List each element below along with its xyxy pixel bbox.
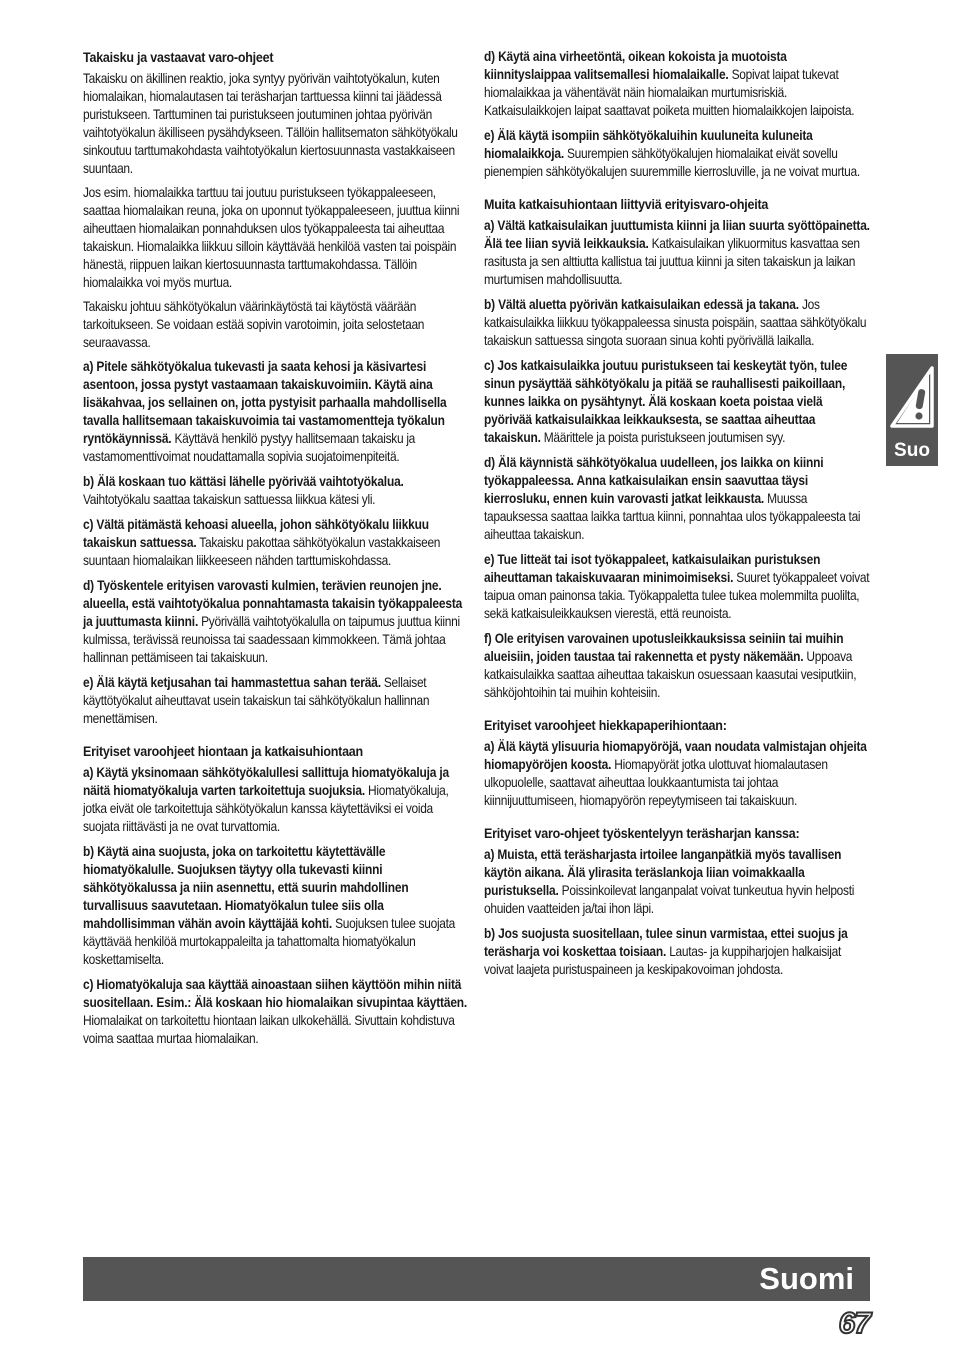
instruction-text: Jos katkaisulaikka liikkuu työkappaleessa sinusta poispäin, saattaa sähkötyökalu takaiskun sattuessa singota suoraan sinua kohti pyörivällä laikalla.: [484, 297, 867, 348]
instruction-text: Suojuksen tulee suojata käyttävää henkilöä murtokappaleilta ja tahattomalta hiomatyökalun koskettamiselta.: [83, 916, 456, 967]
language-side-tab: [886, 354, 938, 466]
instruction-c: [83, 976, 469, 1048]
instruction-bold: a) Muista, että teräsharjasta irtoilee langanpätkiä myös tavallisen käytön aikana. Älä ylirasita teräslankoja liian voimakkaalla puristuksella.: [484, 847, 842, 898]
instruction-bold: a) Pitele sähkötyökalua tukevasti ja saata kehosi ja käsivartesi asentoon, jossa pystyt vastaamaan takaiskuvoimiin. Käytä aina lisäkahvaa, jos sellainen on, jotta pystyisit parhaalla mahdollisella tavalla hallitsemaan takaiskuvoimia tai vastamomentteja työkalun ryntökäynnissä.: [83, 359, 447, 446]
instruction-bold: d) Työskentele erityisen varovasti kulmien, terävien reunojen jne. alueella, estä vaihtotyökalua ponnahtamasta takaisin työkappaleesta ja juuttumasta kiinni.: [83, 578, 463, 629]
instruction-bold: f) Ole erityisen varovainen upotusleikkauksissa seiniin tai muihin alueisiin, joiden taustaa tai rakennetta et pysty näkemään.: [484, 631, 844, 664]
instruction-text: Määrittele ja poista puristukseen joutumisen syy.: [540, 430, 786, 445]
instruction-bold: b) Käytä aina suojusta, joka on tarkoitettu käytettävälle hiomatyökalulle. Suojuksen täytyy olla tukevasti kiinni sähkötyökalussa ja niin asennettu, että suurin mahdollinen turvallisuus saavutetaan. Hiomatyökalun tulee siis olla mahdollisimman vähän avoin käyttäjää kohti.: [83, 844, 409, 931]
instruction-a: [83, 358, 469, 466]
instruction-c: [83, 516, 469, 570]
instruction-text: Suurempien sähkötyökalujen hiomalaikat eivät sovellu pienempien sähkötyökalujen suuremmille kierrosluville, ja ne voivat murtua.: [484, 146, 860, 179]
instruction-text: Suuret työkappaleet voivat taipua oman painonsa takia. Työkappaletta tulee tukea molemmilta puolilta, sekä katkaisuleikkauksen vierestä, että reunoista.: [484, 570, 870, 621]
instruction-bold: e) Älä käytä isompiin sähkötyökaluihin kuuluneita kuluneita hiomalaikkoja.: [484, 128, 813, 161]
instruction-e: [484, 127, 870, 181]
instruction-bold: b) Vältä aluetta pyörivän katkaisulaikan edessä ja takana.: [484, 297, 799, 312]
instruction-text: Vaihtotyökalu saattaa takaiskun sattuessa liikkua kätesi yli.: [83, 492, 376, 507]
right-column: [484, 48, 869, 986]
language-label: Suo: [894, 440, 930, 461]
instruction-bold: b) Jos suojusta suositellaan, tulee sinun varmistaa, ettei suojus ja teräsharja voi koskettaa toisiaan.: [484, 926, 848, 959]
instruction-a: [484, 738, 870, 810]
section-title-wire-brush: Erityiset varo-ohjeet työskentelyyn teräsharjan kanssa:: [484, 826, 800, 841]
instruction-bold: e) Tue litteät tai isot työkappaleet, katkaisulaikan puristuksen aiheuttaman takaiskuvaaran minimoimiseksi.: [484, 552, 821, 585]
instruction-text: Hiomapyörät jotka ulottuvat hiomalautasen ulkopuolelle, saattavat aiheuttaa loukkaantumista tai johtaa kiinnijuuttumiseen, hiomapyörön repeytymiseen tai takaiskuun.: [484, 757, 828, 808]
instruction-text: Hiomalaikat on tarkoitettu hiontaan laikan ulkokehällä. Sivuttain kohdistuva voima saattaa murtaa hiomalaikan.: [83, 1013, 455, 1046]
instruction-a: [484, 217, 870, 289]
instruction-text: Muussa tapauksessa saattaa laikka tarttua kiinni, ponnahtaa ulos työkappaleesta tai aiheuttaa takaiskun.: [484, 491, 861, 542]
instruction-text: Uppoava katkaisulaikka saattaa aiheuttaa takaiskun osuessaan kaasutai vesiputkiin, sähköjohtoihin tai muihin kohteisiin.: [484, 649, 857, 700]
instruction-text: Hiomatyökaluja, jotka eivät ole tarkoitettuja sähkötyökalun kanssa käytettäviksi ei voida suojata riittävästi ja ne ovat turvattomia.: [83, 783, 449, 834]
instruction-a: [484, 846, 870, 918]
instruction-bold: c) Hiomatyökaluja saa käyttää ainoastaan siihen käyttöön mihin niitä suositellaan. Esim.: Älä koskaan hio hiomalaikan sivupintaa käyttäen.: [83, 977, 468, 1010]
instruction-bold: a) Älä käytä ylisuuria hiomapyöröjä, vaan noudata valmistajan ohjeita hiomapyöröjen koosta.: [484, 739, 867, 772]
paragraph: Takaisku on äkillinen reaktio, joka syntyy pyörivän vaihtotyökalun, kuten hiomalaikan, hiomalautasen tai teräsharjan tarttuessa kiinni tai jäädessä puristukseen. Tarttuminen tai puristukseen joutuminen johtaa pyörivän vaihtotyökalun äkilliseen pysähdykseen. Tällöin hallitsematon sähkötyökalu sinkoutuu tarttumakohdasta vaihtotyökalun kiertosuunnasta vastakkaiseen suuntaan.: [83, 71, 458, 176]
warning-triangle-icon: [890, 362, 934, 430]
instruction-bold: e) Älä käytä ketjusahan tai hammastettua sahan terää.: [83, 675, 381, 690]
instruction-d: [484, 48, 870, 120]
instruction-text: Takaisku pakottaa sähkötyökalun vastakkaiseen suuntaan hiomalaikan liikkeeseen nähden tarttumiskohdassa.: [83, 535, 441, 568]
section-title-kickback: Takaisku ja vastaavat varo-ohjeet: [83, 50, 274, 65]
instruction-b: [83, 843, 469, 969]
instruction-text: Lautas- ja kuppiharjojen halkaisijat voivat laajeta puristuspaineen ja keskipakovoiman johdosta.: [484, 944, 841, 977]
instruction-b: [484, 296, 870, 350]
page-number: 67: [838, 1307, 870, 1340]
section-title-sanding: Erityiset varoohjeet hiekkapaperihiontaan:: [484, 718, 727, 733]
instruction-bold: a) Käytä yksinomaan sähkötyökalullesi sallittuja hiomatyökaluja ja näitä hiomatyökaluja varten tarkoitettuja suojuksia.: [83, 765, 450, 798]
instruction-bold: c) Vältä pitämästä kehoasi alueella, johon sähkötyökalu liikkuu takaiskun sattuessa.: [83, 517, 429, 550]
instruction-e: [484, 551, 870, 623]
instruction-text: Käyttävä henkilö pystyy hallitsemaan takaisku ja vastamomenttivoimat noudattamalla sopivia suojatoimenpiteitä.: [83, 431, 416, 464]
instruction-bold: d) Älä käynnistä sähkötyökalua uudelleen, jos laikka on kiinni työkappaleessa. Anna katkaisulaikan ensin saavuttaa täysi kierrosluku, ennen kuin varovasti jatkat leikkausta.: [484, 455, 824, 506]
paragraph: Jos esim. hiomalaikka tarttuu tai joutuu puristukseen työkappaleeseen, saattaa hiomalaikan reuna, joka on uponnut työkappaleeseen, juuttua kiinni aiheuttaen hiomalaikan ponnahduksen ulos työkappaleesta tai aiheuttaa takaiskun. Hiomalaikka liikkuu silloin käyttävää henkilöä vasten tai poispäin hänestä, riippuen laikan kiertosuunnasta tarttumakohdassa. Tällöin hiomalaikka voi myös murtua.: [83, 185, 460, 290]
instruction-text: Katkaisulaikan ylikuormitus kasvattaa sen rasitusta ja sen alttiutta kallistua tai juuttua kiinni ja siten takaiskun ja laikan murtumisen mahdollisuutta.: [484, 236, 860, 287]
instruction-text: Pyörivällä vaihtotyökalulla on taipumus juuttua kiinni kulmissa, terävissä reunoissa tai saadessaan kimmokkeen. Tämä johtaa hallinnan pettämiseen tai takaiskuun.: [83, 614, 460, 665]
instruction-e: [83, 674, 469, 728]
instruction-bold: c) Jos katkaisulaikka joutuu puristukseen tai keskeytät työn, tulee sinun pysäyttää sähkötyökalu ja pitää se rauhallisesti paikoillaan, kunnes laikka on pysähtynyt. Älä koskaan koeta poistaa vielä pyörivää katkaisulaikkaa leikkauksesta, se saattaa aiheuttaa takaiskun.: [484, 358, 848, 445]
instruction-bold: b) Älä koskaan tuo kättäsi lähelle pyörivää vaihtotyökalua.: [83, 474, 404, 489]
instruction-c: [484, 357, 870, 447]
paragraph: Takaisku johtuu sähkötyökalun väärinkäytöstä tai käytöstä väärään tarkoitukseen. Se voidaan estää sopivin varotoimin, joita selostetaan seuraavassa.: [83, 299, 425, 350]
footer-language-title: Suomi: [759, 1261, 854, 1296]
instruction-text: Poissinkoilevat langanpalat voivat tunkeutua hyvin helposti ohuiden vaatteiden ja/tai ihon läpi.: [484, 883, 855, 916]
instruction-d: [484, 454, 870, 544]
instruction-b: [83, 473, 469, 509]
instruction-text: Sopivat laipat tukevat hiomalaikkaa ja vähentävät näin hiomalaikan murtumisriskiä. Katkaisulaikkojen laipat saattavat poiketa muitten hiomalaikkojen laipoista.: [484, 67, 855, 118]
instruction-a: [83, 764, 469, 836]
instruction-f: [484, 630, 870, 702]
footer-bar: [83, 1257, 870, 1301]
left-column: [83, 48, 468, 1055]
instruction-d: [83, 577, 469, 667]
instruction-bold: d) Käytä aina virheetöntä, oikean kokoista ja muotoista kiinnityslaippaa valitsemallesi hiomalaikalle.: [484, 49, 787, 82]
instruction-b: [484, 925, 870, 979]
section-title-grinding: Erityiset varoohjeet hiontaan ja katkaisuhiontaan: [83, 744, 363, 759]
instruction-text: Sellaiset käyttötyökalut aiheuttavat usein takaiskun tai sähkötyökalun hallinnan menettämisen.: [83, 675, 430, 726]
section-title-cutting: Muita katkaisuhiontaan liittyviä erityisvaro-ohjeita: [484, 197, 769, 212]
instruction-bold: a) Vältä katkaisulaikan juuttumista kiinni ja liian suurta syöttöpainetta. Älä tee liian syviä leikkauksia.: [484, 218, 870, 251]
